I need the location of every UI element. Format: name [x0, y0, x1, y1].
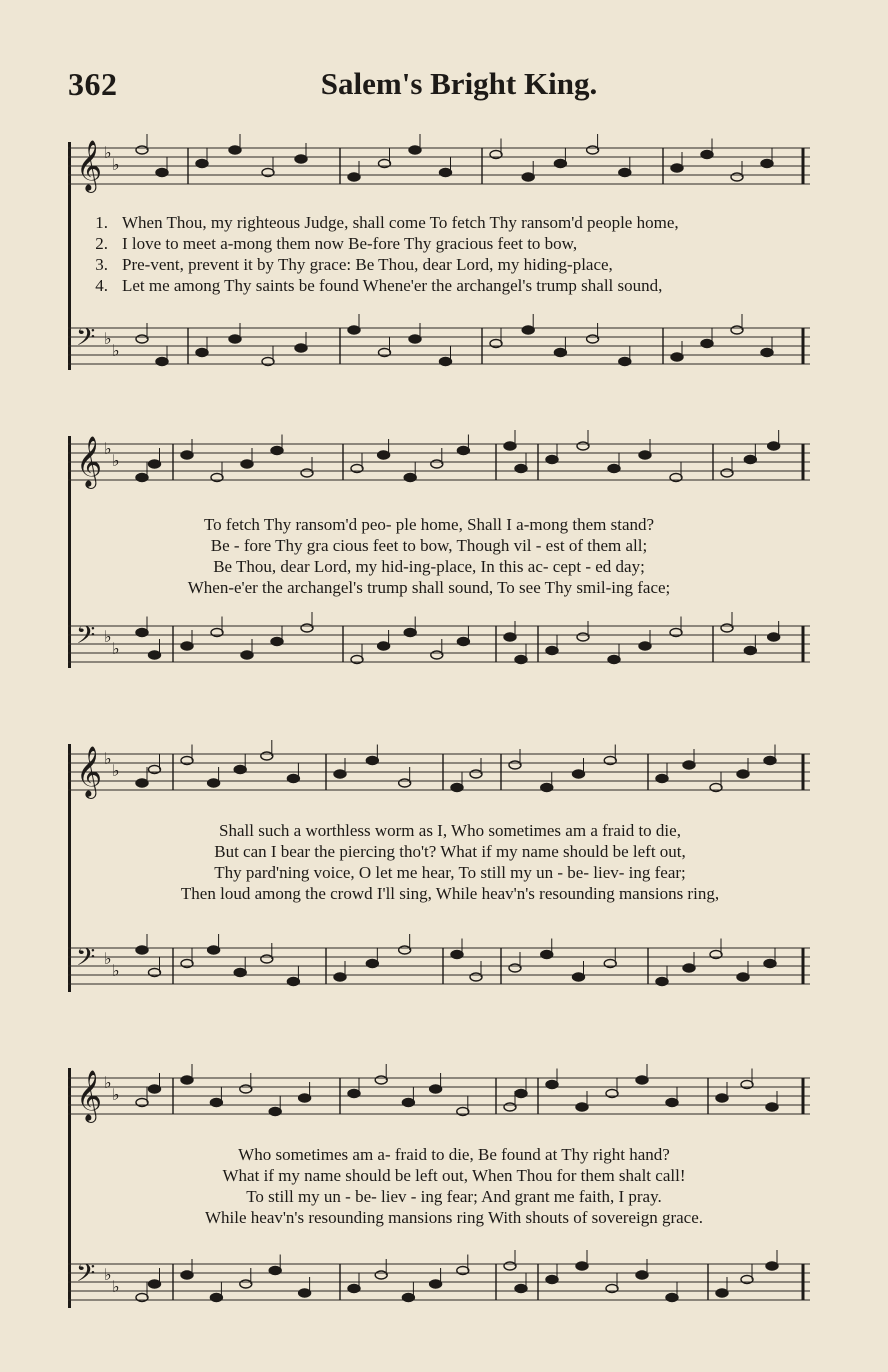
note-head — [234, 766, 246, 774]
note-head — [504, 1262, 516, 1270]
bass-staff-lines — [68, 324, 810, 368]
note-head — [701, 151, 713, 159]
note-head — [764, 757, 776, 765]
note-head — [546, 1081, 558, 1089]
note-head — [608, 656, 620, 664]
note-head — [737, 973, 749, 981]
note-head — [136, 779, 148, 787]
note-head — [515, 1090, 527, 1098]
note-head — [378, 642, 390, 650]
flat-icon: ♭ — [104, 627, 112, 646]
flat-icon: ♭ — [104, 143, 112, 162]
music-system-2 — [68, 432, 810, 672]
note-head — [196, 349, 208, 357]
verse-number: 2. — [95, 234, 108, 253]
note-head — [639, 451, 651, 459]
note-head — [504, 633, 516, 641]
note-head — [271, 638, 283, 646]
flat-icon: ♭ — [112, 639, 120, 658]
note-head — [181, 1271, 193, 1279]
treble-staff — [68, 436, 810, 487]
verse-line: Shall such a worthless worm as I, Who sometimes am a fraid to die, — [219, 821, 681, 840]
note-head — [375, 1076, 387, 1084]
note-head — [515, 1285, 527, 1293]
note-head — [577, 442, 589, 450]
flat-icon: ♭ — [104, 1073, 112, 1092]
flat-icon: ♭ — [112, 761, 120, 780]
flat-icon: ♭ — [112, 1277, 120, 1296]
page-number: 362 — [68, 66, 118, 102]
verse-number: 3. — [95, 255, 108, 274]
note-head — [210, 1294, 222, 1302]
note-head — [744, 456, 756, 464]
bass-staff — [68, 1260, 810, 1304]
verse-number: 4. — [95, 276, 108, 295]
bass-clef-icon: 𝄢 — [76, 943, 96, 978]
note-head — [301, 469, 313, 477]
note-head — [522, 326, 534, 334]
music-system-4 — [68, 1064, 810, 1314]
note-head — [261, 752, 273, 760]
note-head — [348, 1090, 360, 1098]
verse-line — [68, 254, 810, 275]
note-head — [156, 169, 168, 177]
flat-icon: ♭ — [104, 329, 112, 348]
note-head — [546, 647, 558, 655]
note-head — [522, 173, 534, 181]
note-head — [269, 1108, 281, 1116]
verse-text: Let me among Thy saints be found Whene'er the archangel's trump shall sound, — [122, 276, 663, 295]
note-head — [721, 624, 733, 632]
note-head — [181, 642, 193, 650]
note-head — [541, 951, 553, 959]
verse-line: Thy pard'ning voice, O let me hear, To still my un - be- liev- ing fear; — [214, 863, 686, 882]
note-head — [378, 451, 390, 459]
note-head — [210, 1099, 222, 1107]
note-head — [149, 1280, 161, 1288]
treble-staff-lines — [68, 436, 810, 487]
note-head — [440, 169, 452, 177]
note-head — [261, 955, 273, 963]
note-head — [440, 358, 452, 366]
note-head — [431, 651, 443, 659]
note-head — [287, 775, 299, 783]
note-head — [577, 633, 589, 641]
note-head — [573, 770, 585, 778]
note-head — [587, 335, 599, 343]
treble-staff — [68, 1070, 810, 1121]
note-head — [181, 1076, 193, 1084]
bass-clef-icon: 𝄢 — [76, 621, 96, 656]
note-head — [409, 146, 421, 154]
note-head — [546, 1276, 558, 1284]
note-head — [240, 1280, 252, 1288]
verse-line: Be - fore Thy gra cious feet to bow, Though vil - est of them all; — [210, 536, 648, 555]
note-head — [430, 1280, 442, 1288]
note-head — [576, 1103, 588, 1111]
note-head — [229, 335, 241, 343]
note-head — [136, 474, 148, 482]
note-head — [716, 1094, 728, 1102]
note-head — [181, 451, 193, 459]
note-head — [430, 1085, 442, 1093]
note-head — [671, 353, 683, 361]
verse-line: When-e'er the archangel's trump shall sound, To see Thy smil-ing face; — [187, 578, 671, 597]
bass-clef-icon: 𝄢 — [76, 1259, 96, 1294]
note-head — [348, 326, 360, 334]
lyrics-block — [68, 514, 810, 598]
flat-icon: ♭ — [112, 341, 120, 360]
note-head — [470, 973, 482, 981]
note-head — [136, 946, 148, 954]
note-head — [701, 340, 713, 348]
note-head — [366, 960, 378, 968]
flat-icon: ♭ — [112, 1085, 120, 1104]
lyrics-block — [68, 212, 810, 296]
verse-text: Pre-vent, prevent it by Thy grace: Be Thou, dear Lord, my hiding-place, — [122, 255, 613, 274]
note-head — [608, 465, 620, 473]
note-head — [334, 973, 346, 981]
treble-staff-lines — [68, 1070, 810, 1121]
lyrics-block — [68, 820, 810, 904]
treble-clef-icon: 𝄞 — [76, 1070, 103, 1121]
note-head — [149, 460, 161, 468]
flat-icon: ♭ — [104, 949, 112, 968]
note-head — [149, 1085, 161, 1093]
note-head — [451, 784, 463, 792]
note-head — [241, 460, 253, 468]
note-head — [683, 964, 695, 972]
verse-line: While heav'n's resounding mansions ring With shouts of sovereign grace. — [204, 1208, 704, 1227]
note-head — [636, 1271, 648, 1279]
note-head — [573, 973, 585, 981]
bass-staff — [68, 324, 810, 368]
note-head — [402, 1099, 414, 1107]
note-head — [683, 761, 695, 769]
note-head — [399, 946, 411, 954]
note-head — [721, 469, 733, 477]
note-head — [716, 1289, 728, 1297]
verse-line: But can I bear the piercing tho't? What if my name should be left out, — [214, 842, 686, 861]
note-head — [301, 624, 313, 632]
note-head — [766, 1103, 778, 1111]
note-head — [636, 1076, 648, 1084]
note-head — [431, 460, 443, 468]
note-head — [348, 1285, 360, 1293]
note-head — [554, 349, 566, 357]
verse-number: 1. — [95, 213, 108, 232]
verse-line: Who sometimes am a- fraid to die, Be found at Thy right hand? — [238, 1145, 670, 1164]
verse-line: Be Thou, dear Lord, my hid-ing-place, In this ac- cept - ed day; — [213, 557, 645, 576]
note-head — [768, 442, 780, 450]
note-head — [744, 647, 756, 655]
treble-clef-icon: 𝄞 — [76, 140, 103, 191]
note-head — [136, 629, 148, 637]
note-head — [761, 160, 773, 168]
note-head — [546, 456, 558, 464]
note-head — [619, 358, 631, 366]
flat-icon: ♭ — [112, 961, 120, 980]
note-head — [334, 770, 346, 778]
note-head — [515, 465, 527, 473]
note-head — [299, 1094, 311, 1102]
note-head — [470, 770, 482, 778]
verse-text: When Thou, my righteous Judge, shall come To fetch Thy ransom'd people home, — [122, 213, 679, 232]
note-head — [299, 1289, 311, 1297]
note-head — [541, 784, 553, 792]
verse-line: What if my name should be left out, When Thou for them shalt call! — [222, 1166, 686, 1185]
note-head — [666, 1294, 678, 1302]
note-head — [457, 638, 469, 646]
note-head — [656, 978, 668, 986]
note-head — [656, 775, 668, 783]
note-head — [509, 761, 521, 769]
flat-icon: ♭ — [104, 439, 112, 458]
note-head — [399, 779, 411, 787]
note-head — [287, 978, 299, 986]
note-head — [348, 173, 360, 181]
note-head — [196, 160, 208, 168]
note-head — [587, 146, 599, 154]
verse-line: Then loud among the crowd I'll sing, While heav'n's resounding mansions ring, — [180, 884, 720, 903]
note-head — [229, 146, 241, 154]
music-system-1 — [68, 128, 810, 368]
note-head — [619, 169, 631, 177]
note-head — [737, 770, 749, 778]
note-head — [671, 164, 683, 172]
note-head — [639, 642, 651, 650]
note-head — [766, 1262, 778, 1270]
flat-icon: ♭ — [112, 155, 120, 174]
lyrics-block — [68, 1144, 810, 1228]
note-head — [208, 779, 220, 787]
note-head — [666, 1099, 678, 1107]
bass-staff — [68, 622, 810, 666]
flat-icon: ♭ — [112, 451, 120, 470]
note-head — [136, 146, 148, 154]
treble-clef-icon: 𝄞 — [76, 746, 103, 797]
note-head — [241, 651, 253, 659]
note-head — [271, 447, 283, 455]
note-head — [731, 326, 743, 334]
treble-staff — [68, 140, 810, 191]
note-head — [234, 969, 246, 977]
note-head — [576, 1262, 588, 1270]
bass-staff-lines — [68, 944, 810, 988]
song-title: Salem's Bright King. — [320, 66, 598, 101]
treble-staff — [68, 746, 810, 797]
note-head — [457, 447, 469, 455]
note-head — [208, 946, 220, 954]
note-head — [136, 335, 148, 343]
music-system-3 — [68, 740, 810, 995]
note-head — [409, 335, 421, 343]
note-head — [764, 960, 776, 968]
treble-clef-icon: 𝄞 — [76, 436, 103, 487]
note-head — [504, 1103, 516, 1111]
note-head — [149, 651, 161, 659]
note-head — [504, 442, 516, 450]
verse-line — [68, 275, 810, 296]
flat-icon: ♭ — [104, 749, 112, 768]
note-head — [509, 964, 521, 972]
note-head — [731, 173, 743, 181]
note-head — [269, 1267, 281, 1275]
note-head — [240, 1085, 252, 1093]
verse-line: To still my un - be- liev - ing fear; And grant me faith, I pray. — [246, 1187, 662, 1206]
note-head — [768, 633, 780, 641]
bass-staff-lines — [68, 622, 810, 666]
bass-clef-icon: 𝄢 — [76, 323, 96, 358]
note-head — [366, 757, 378, 765]
verse-line — [68, 212, 810, 233]
note-head — [156, 358, 168, 366]
note-head — [404, 629, 416, 637]
note-head — [402, 1294, 414, 1302]
note-head — [451, 951, 463, 959]
note-head — [295, 155, 307, 163]
note-head — [404, 474, 416, 482]
flat-icon: ♭ — [104, 1265, 112, 1284]
note-head — [761, 349, 773, 357]
note-head — [515, 656, 527, 664]
note-head — [375, 1271, 387, 1279]
bass-staff — [68, 944, 810, 988]
note-head — [554, 160, 566, 168]
verse-text: I love to meet a-mong them now Be-fore Thy gracious feet to bow, — [122, 234, 578, 253]
note-head — [295, 344, 307, 352]
treble-staff-lines — [68, 140, 810, 191]
verse-line — [68, 233, 810, 254]
treble-staff-lines — [68, 746, 810, 797]
verse-line: To fetch Thy ransom'd peo- ple home, Shall I a-mong them stand? — [203, 515, 655, 534]
bass-staff-lines — [68, 1260, 810, 1304]
